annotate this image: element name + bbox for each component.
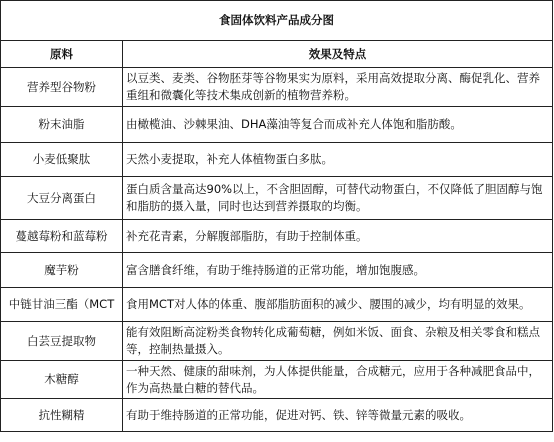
- ingredient-name: 小麦低聚肽: [1, 143, 123, 177]
- ingredient-effect: 蛋白质含量高达90%以上，不含胆固醇，可替代动物蛋白，不仅降低了胆固醇与饱和脂肪的摄入量，同时也达到营养摄取的均衡。: [123, 177, 553, 220]
- ingredient-name: 木糖醇: [1, 361, 123, 399]
- ingredient-name: 营养型谷物粉: [1, 68, 123, 107]
- table-row: [1, 107, 553, 143]
- table-row: [1, 288, 553, 322]
- ingredient-effect: 有助于维持肠道的正常功能，促进对钙、铁、锌等微量元素的吸收。: [123, 399, 553, 432]
- ingredient-effect: 天然小麦提取，补充人体植物蛋白多肽。: [123, 143, 553, 177]
- title-row: [1, 1, 553, 41]
- table-row: [1, 220, 553, 253]
- ingredient-name: 中链甘油三酯（MCT: [1, 288, 123, 322]
- ingredient-effect: 富含膳食纤维，有助于维持肠道的正常功能，增加饱腹感。: [123, 253, 553, 288]
- header-row: [1, 41, 553, 68]
- table-row: [1, 322, 553, 361]
- ingredient-effect: 一种天然、健康的甜味剂，为人体提供能量，合成糖元，应用于各种减肥食品中，作为高热量白糖的替代品。: [123, 361, 553, 399]
- ingredient-name: 大豆分离蛋白: [1, 177, 123, 220]
- table-row: [1, 253, 553, 288]
- ingredient-name: 魔芋粉: [1, 253, 123, 288]
- ingredient-name: 抗性糊精: [1, 399, 123, 432]
- table-row: [1, 399, 553, 432]
- ingredient-name: 白芸豆提取物: [1, 322, 123, 361]
- ingredient-effect: 食用MCT对人体的体重、腹部脂肪面积的减少、腰围的减少，均有明显的效果。: [123, 288, 553, 322]
- ingredient-name: 蔓越莓粉和蓝莓粉: [1, 220, 123, 253]
- table-row: [1, 361, 553, 399]
- ingredient-name: 粉末油脂: [1, 107, 123, 143]
- ingredient-effect: 能有效阻断高淀粉类食物转化成葡萄糖，例如米饭、面食、杂粮及相关零食和糕点等，控制热量摄入。: [123, 322, 553, 361]
- header-effect: 效果及特点: [123, 41, 553, 68]
- ingredient-effect: 由橄榄油、沙棘果油、DHA藻油等复合而成补充人体饱和脂肪酸。: [123, 107, 553, 143]
- header-ingredient: 原料: [1, 41, 123, 68]
- ingredient-effect: 以豆类、麦类、谷物胚芽等谷物果实为原料，采用高效提取分离、酶促乳化、营养重组和微囊化等技术集成创新的植物营养粉。: [123, 68, 553, 107]
- table-row: [1, 177, 553, 220]
- ingredient-effect: 补充花青素，分解腹部脂肪，有助于控制体重。: [123, 220, 553, 253]
- table-row: [1, 143, 553, 177]
- table-row: [1, 68, 553, 107]
- table-title: 食固体饮料产品成分图: [1, 1, 553, 41]
